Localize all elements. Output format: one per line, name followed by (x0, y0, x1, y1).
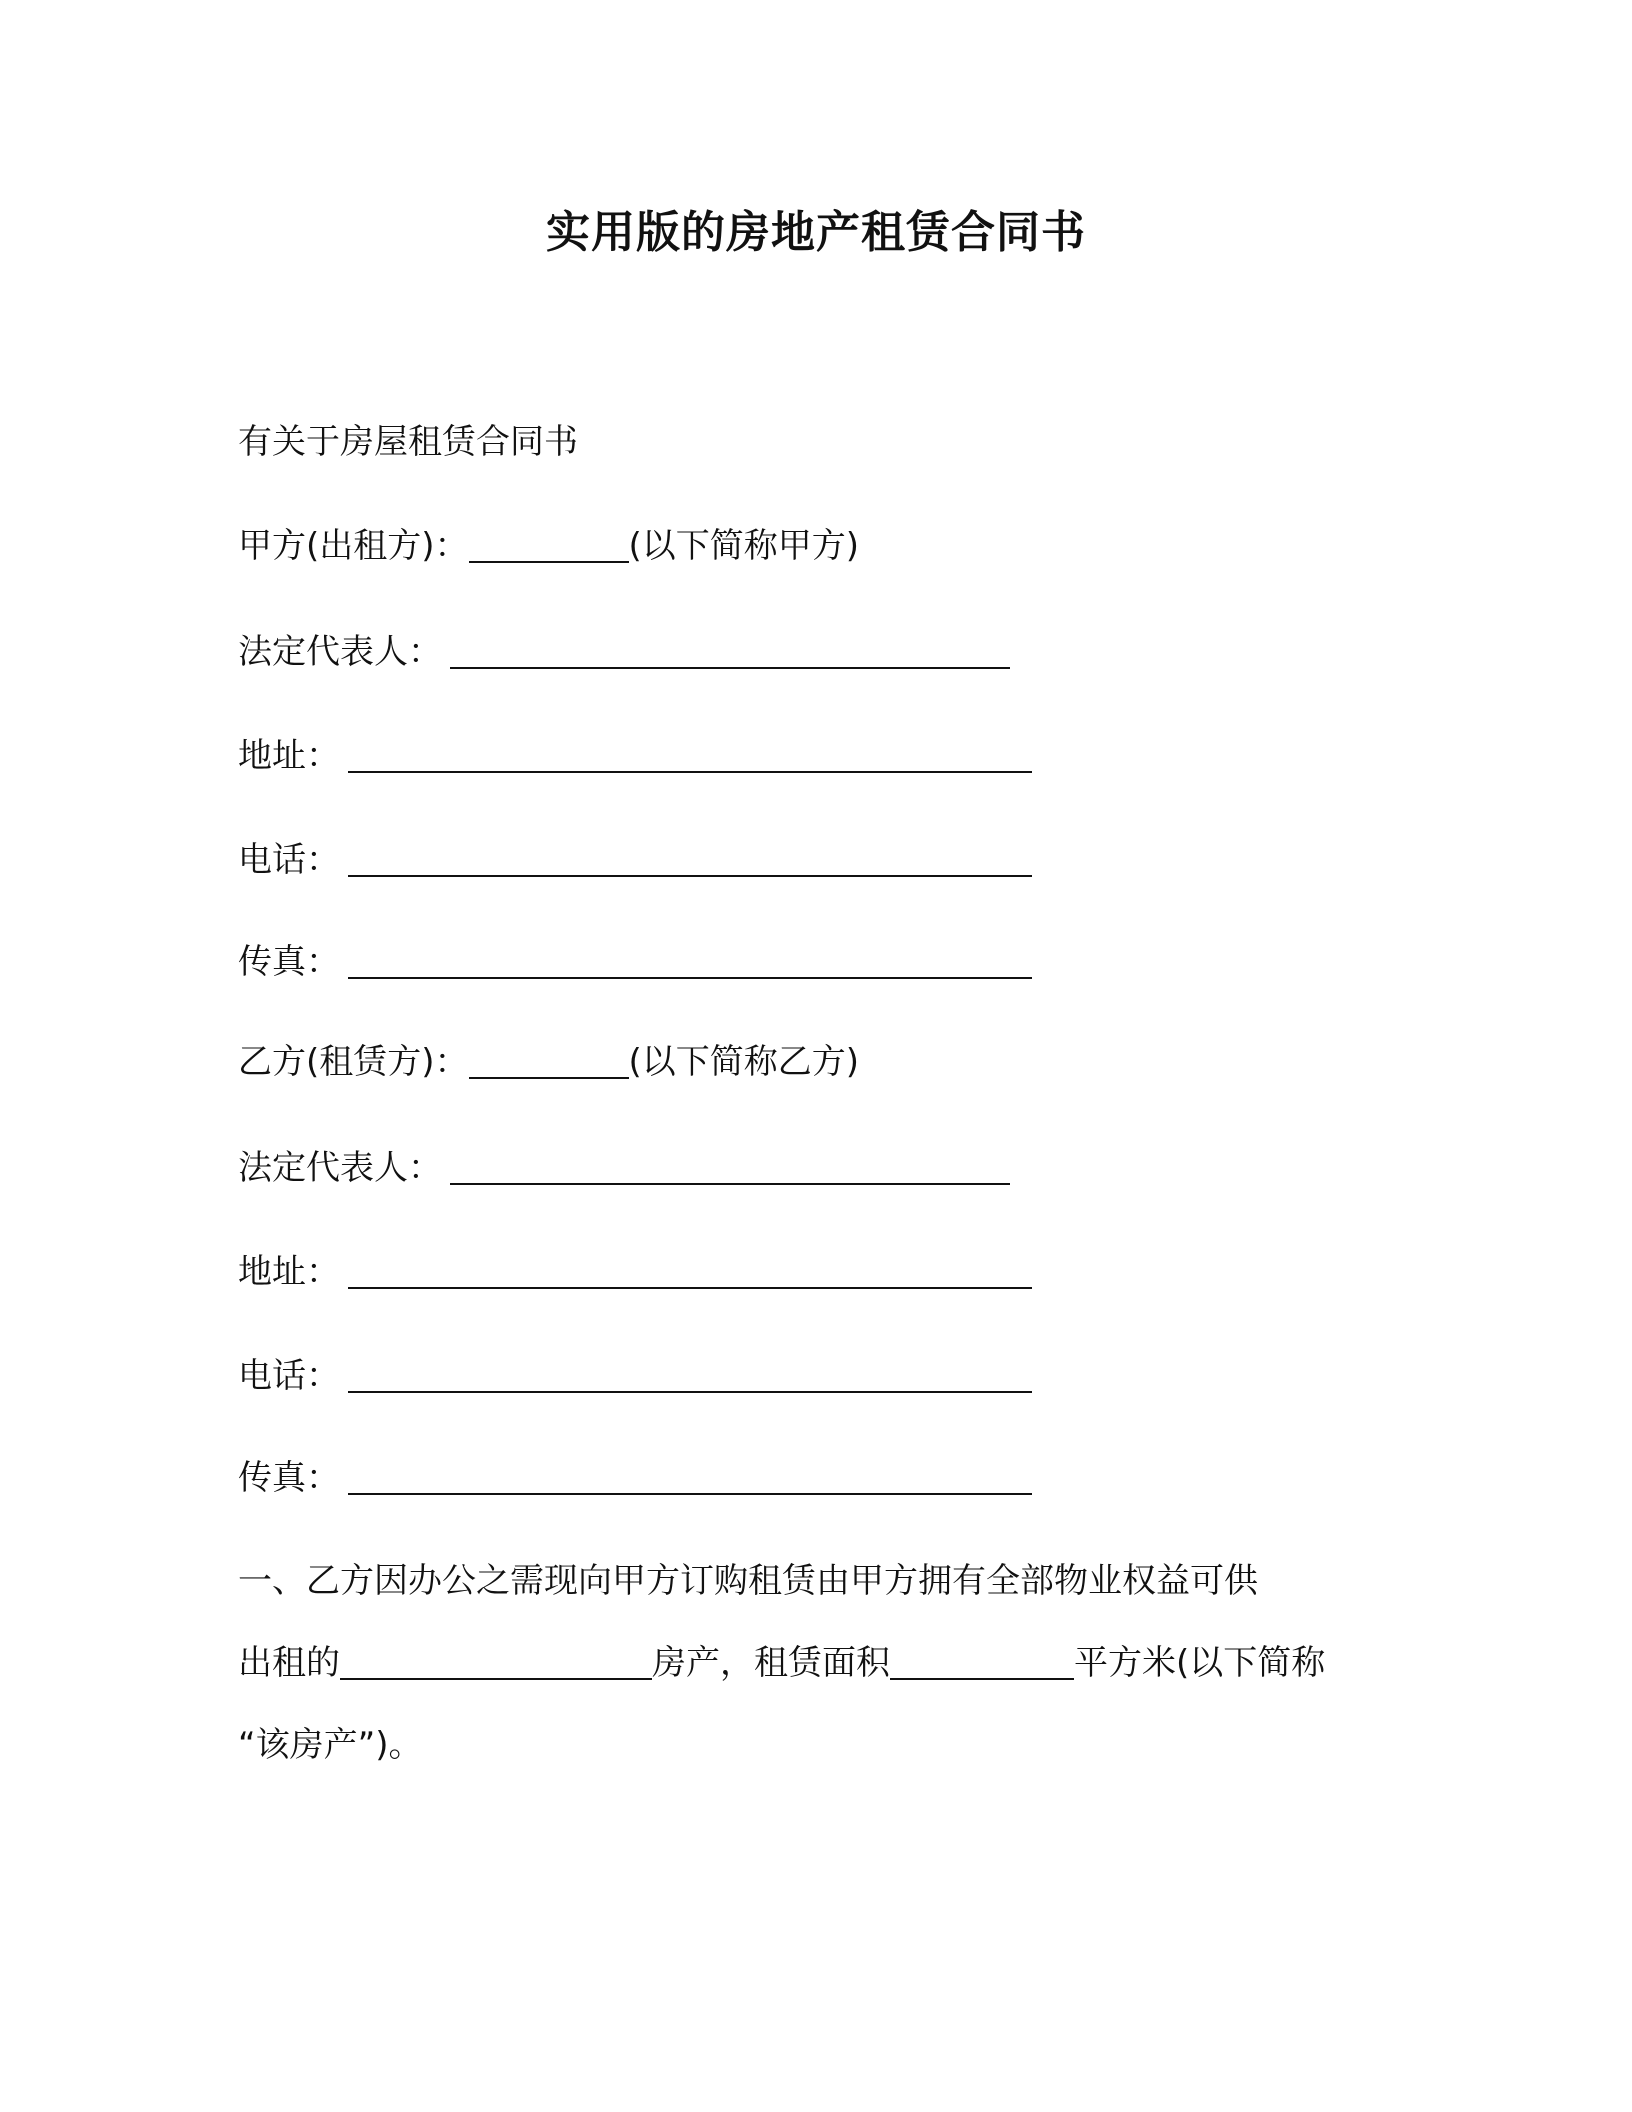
party-a-phone-label: 电话： (238, 840, 340, 880)
party-a-fax-blank (348, 976, 1032, 979)
clause-1-line-1: 一、乙方因办公之需现向甲方订购租赁由甲方拥有全部物业权益可供 (238, 1561, 1258, 1601)
party-b-label: 乙方(租赁方)： (238, 1042, 469, 1082)
party-b-phone-line (238, 1356, 1032, 1396)
clause-1-line-3: “该房产”)。 (238, 1725, 423, 1765)
contract-heading: 有关于房屋租赁合同书 (238, 422, 578, 462)
party-a-legal-rep-line (238, 632, 1010, 672)
document-title: 实用版的房地产租赁合同书 (546, 207, 1086, 258)
party-b-legal-rep-line (238, 1148, 1010, 1188)
clause-1-line-2-a: 出租的 (238, 1643, 340, 1683)
clause-1-line-2-b: 房产，租赁面积 (652, 1643, 890, 1683)
party-a-legal-rep-label: 法定代表人： (238, 632, 442, 672)
party-b-phone-label: 电话： (238, 1356, 340, 1396)
property-location-blank (340, 1677, 652, 1680)
party-a-address-blank (348, 770, 1032, 773)
party-b-fax-label: 传真： (238, 1458, 340, 1498)
party-a-phone-line (238, 840, 1032, 880)
lease-area-blank (890, 1677, 1074, 1680)
clause-1-line-2 (238, 1622, 1398, 1704)
party-b-fax-line (238, 1458, 1032, 1498)
party-b-address-blank (348, 1286, 1032, 1289)
party-b-address-label: 地址： (238, 1252, 340, 1292)
party-b-phone-blank (348, 1390, 1032, 1393)
party-a-fax-line (238, 942, 1032, 982)
party-a-legal-rep-blank (450, 666, 1010, 669)
party-a-line (238, 526, 859, 566)
clause-1-line-2-c: 平方米(以下简称 (1074, 1643, 1326, 1683)
party-a-address-label: 地址： (238, 736, 340, 776)
party-a-fax-label: 传真： (238, 942, 340, 982)
party-b-legal-rep-label: 法定代表人： (238, 1148, 442, 1188)
party-b-suffix: (以下简称乙方) (628, 1042, 860, 1082)
party-a-suffix: (以下简称甲方) (628, 526, 860, 566)
party-a-phone-blank (348, 874, 1032, 877)
party-b-line (238, 1042, 859, 1082)
clause-1-paragraph (238, 1540, 1398, 1786)
party-a-label: 甲方(出租方)： (238, 526, 469, 566)
party-a-address-line (238, 736, 1032, 776)
party-b-legal-rep-blank (450, 1182, 1010, 1185)
party-a-name-blank (469, 560, 629, 563)
party-b-name-blank (469, 1076, 629, 1079)
party-b-fax-blank (348, 1492, 1032, 1495)
party-b-address-line (238, 1252, 1032, 1292)
